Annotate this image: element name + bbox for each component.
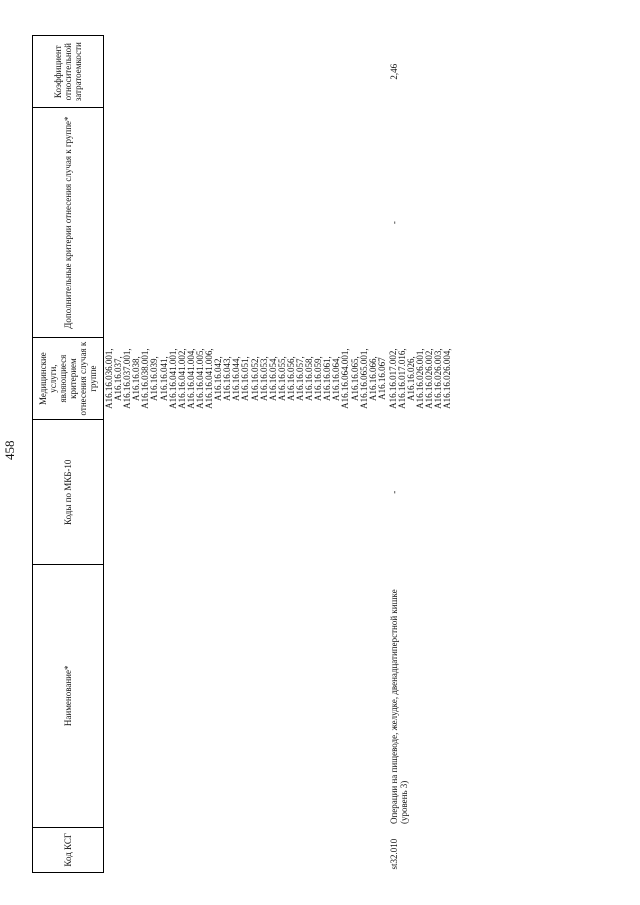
service-code: A16.16.064, (331, 356, 342, 401)
cell-criteria-empty (104, 108, 388, 337)
service-code: A16.16.026.001, (415, 348, 426, 409)
cell-mkb-empty (104, 420, 388, 565)
additional-criteria: - (388, 221, 399, 225)
header-mkb: Коды по МКБ-10 (33, 420, 104, 565)
ksg-name: Операции на пищеводе, желудке, двенадцатиперстной кишке (уровень 3) (388, 589, 409, 825)
table-row (104, 36, 388, 873)
service-code: A16.16.037, (113, 356, 124, 401)
service-code: A16.16.053, (258, 356, 269, 401)
service-code: A16.16.064.001, (340, 348, 351, 409)
service-code: A16.16.056, (285, 356, 296, 401)
ksg-code: st32.010 (388, 838, 399, 870)
service-code: A16.16.059, (313, 356, 324, 401)
cell-code-empty (104, 827, 388, 872)
header-criteria: Дополнительные критерии отнесения случая к группе* (33, 108, 104, 337)
table-row (388, 36, 454, 873)
service-code: A16.16.052, (249, 356, 260, 401)
service-code: A16.16.041.005, (194, 348, 205, 409)
service-code: A16.16.055, (276, 356, 287, 401)
table-header-row (33, 36, 104, 873)
mkb-codes: - (388, 490, 399, 494)
service-code: A16.16.038.001, (140, 348, 151, 409)
service-code: A16.16.054, (267, 356, 278, 401)
service-code: A16.16.026.003, (433, 348, 444, 409)
header-code: Код КСГ (33, 827, 104, 872)
service-code: A16.16.043, (222, 356, 233, 401)
ksg-table (32, 35, 454, 873)
service-code: A16.16.041.001, (167, 348, 178, 409)
header-services: Медицинские услуги, являющиеся критерием отнесения случая к группе (33, 337, 104, 420)
service-code: A16.16.058, (304, 356, 315, 401)
service-code: A16.16.041.002, (176, 348, 187, 409)
cell-name-empty (104, 565, 388, 827)
service-code: A16.16.065, (349, 356, 360, 401)
services-cell (388, 337, 454, 420)
service-code: A16.16.065.001, (358, 348, 369, 409)
service-code: A16.16.067 (376, 357, 387, 400)
service-code: A16.16.039, (149, 356, 160, 401)
service-code: A16.16.037.001, (122, 348, 133, 409)
service-code: A16.16.038, (131, 356, 142, 401)
service-code: A16.16.026.002, (424, 348, 435, 409)
service-code: A16.16.041.004, (185, 348, 196, 409)
service-code: A16.16.026.004, (442, 348, 453, 409)
service-code: A16.16.044, (231, 356, 242, 401)
service-code: A16.16.051, (240, 356, 251, 401)
header-name: Наименование* (33, 565, 104, 827)
service-code: A16.16.057, (294, 356, 305, 401)
cell-coef-empty (104, 36, 388, 108)
page-number: 458 (2, 440, 17, 460)
service-code: A16.16.042, (213, 356, 224, 401)
cost-coefficient: 2,46 (388, 63, 399, 80)
continuation-services-cell (104, 337, 388, 420)
service-code: A16.16.061, (322, 356, 333, 401)
service-code: A16.16.041.006, (204, 348, 215, 409)
service-code: A16.16.017.002, (387, 348, 398, 409)
rotated-page-content (0, 5, 640, 905)
header-coefficient: Коэффициент относительной затратоемкости (33, 36, 104, 108)
service-code: A16.16.066, (367, 356, 378, 401)
service-code: A16.16.041, (158, 356, 169, 401)
service-code: A16.16.026, (406, 356, 417, 401)
service-code: A16.16.036.001, (104, 348, 114, 409)
service-code: A16.16.017.016, (397, 348, 407, 409)
